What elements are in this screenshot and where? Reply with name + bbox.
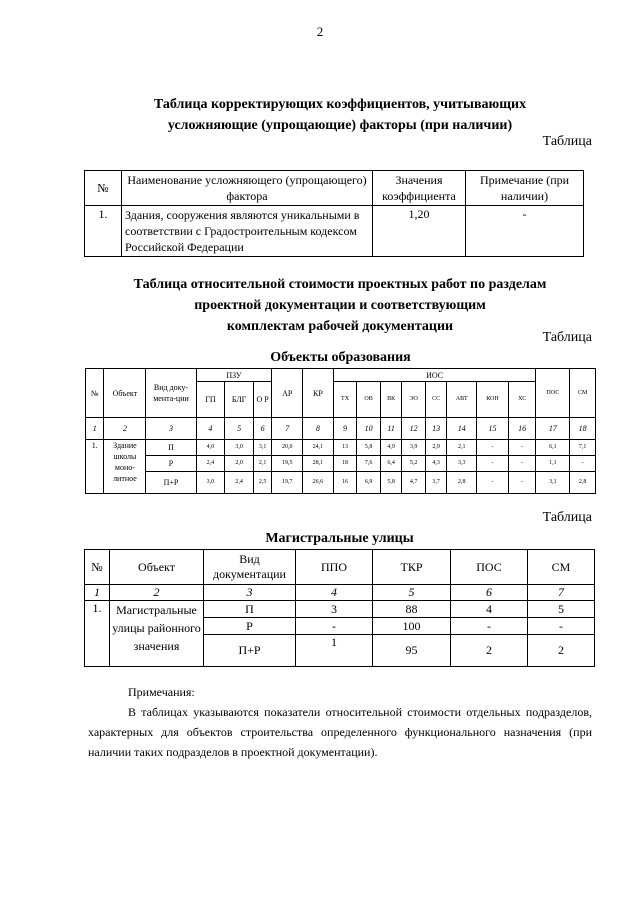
header-ppo: ППО (296, 550, 373, 585)
row-coefficient-value: 1,20 (373, 206, 466, 257)
value-cell: - (570, 456, 596, 472)
row-object-name: Магистральные улицы районного значения (110, 601, 204, 667)
row-doc-type: П (204, 601, 296, 618)
value-cell: 5,2 (402, 456, 426, 472)
row-num: 1. (85, 601, 110, 667)
value-cell: 2,1 (253, 456, 271, 472)
table-header-row (85, 550, 595, 585)
value-cell: 16 (333, 472, 357, 494)
value-cell: 4,7 (402, 472, 426, 494)
value-cell: - (477, 456, 509, 472)
header-sm: СМ (528, 550, 595, 585)
value-cell: 5,8 (357, 440, 381, 456)
row-num: 1. (86, 440, 104, 494)
value-cell: 2 (528, 635, 595, 667)
table-row (86, 472, 596, 494)
value-cell: 2,0 (225, 456, 254, 472)
value-cell: 7,1 (570, 440, 596, 456)
row-doc-type: П (146, 440, 196, 456)
header-num: № (85, 550, 110, 585)
value-cell: 3,7 (425, 472, 447, 494)
col-number: 7 (528, 585, 595, 601)
col-number: 9 (333, 418, 357, 440)
col-number: 11 (380, 418, 402, 440)
col-number: 16 (508, 418, 536, 440)
col-number: 18 (570, 418, 596, 440)
row-num: 1. (85, 206, 122, 257)
table-row (85, 206, 584, 257)
header-doc-type: Вид документации (204, 550, 296, 585)
col-number: 5 (373, 585, 451, 601)
value-cell: 3 (296, 601, 373, 618)
section2-title-line1: Таблица относительной стоимости проектных работ по разделам (133, 277, 547, 292)
header-object: Объект (104, 369, 146, 418)
value-cell: 6,9 (357, 472, 381, 494)
value-cell: 3,1 (253, 440, 271, 456)
value-cell: - (508, 440, 536, 456)
col-number: 6 (451, 585, 528, 601)
table-row (85, 601, 595, 618)
header-coefficient-value: Значения коэффициента (373, 171, 466, 206)
header-pos: ПОС (536, 369, 570, 418)
table-row (86, 456, 596, 472)
value-cell: 2,4 (196, 456, 225, 472)
col-number: 17 (536, 418, 570, 440)
value-cell: - (528, 618, 595, 635)
value-cell: 3,1 (536, 472, 570, 494)
main-streets-table (84, 549, 595, 667)
value-cell: 5,8 (380, 472, 402, 494)
value-cell: 100 (373, 618, 451, 635)
value-cell: 1 (296, 635, 373, 667)
header-eo: ЭО (402, 382, 426, 418)
value-cell: 28,1 (303, 456, 334, 472)
value-cell: 20,0 (272, 440, 303, 456)
col-number: 1 (85, 585, 110, 601)
value-cell: 4,3 (425, 456, 447, 472)
section3-subtitle: Магистральные улицы (265, 531, 414, 546)
value-cell: 19,5 (272, 456, 303, 472)
col-number: 2 (104, 418, 146, 440)
table-header-row (85, 171, 584, 206)
header-avt: АВТ (447, 382, 477, 418)
notes-heading: Примечания: (128, 685, 195, 699)
section2-title-line2: проектной документации и соответствующим (194, 298, 486, 313)
table-row (86, 440, 596, 456)
header-num: № (85, 171, 122, 206)
row-object-name: Здание школы моно-литное (104, 440, 146, 494)
value-cell: 3,0 (196, 472, 225, 494)
header-or: О Р (253, 382, 271, 418)
value-cell: 19,7 (272, 472, 303, 494)
header-tkr: ТКР (373, 550, 451, 585)
value-cell: 3,3 (447, 456, 477, 472)
col-number: 4 (196, 418, 225, 440)
page-number: 2 (316, 24, 324, 39)
section1-table-label: Таблица (542, 134, 592, 149)
section1-title-line2: усложняющие (упрощающие) факторы (при наличии) (167, 118, 513, 133)
education-objects-table (85, 368, 596, 494)
value-cell: 4 (451, 601, 528, 618)
row-note: - (466, 206, 584, 257)
value-cell: 26,6 (303, 472, 334, 494)
notes-text: В таблицах указываются показатели относительной стоимости отдельных подразделов, характерных для объектов строительства определенного функционального назначения (при наличии таких подразделов в проектной документации). (88, 705, 592, 759)
section1-title (60, 94, 620, 136)
value-cell: 2,1 (447, 440, 477, 456)
col-number: 14 (447, 418, 477, 440)
header-sm: СМ (570, 369, 596, 418)
value-cell: - (477, 440, 509, 456)
value-cell: 18 (333, 456, 357, 472)
header-gp: ГП (196, 382, 225, 418)
value-cell: - (508, 472, 536, 494)
header-kr: КР (303, 369, 334, 418)
header-ov: ОВ (357, 382, 381, 418)
section1-title-line1: Таблица корректирующих коэффициентов, учитывающих (153, 97, 527, 112)
header-vk: ВК (380, 382, 402, 418)
header-xs: ХС (508, 382, 536, 418)
section2-subtitle: Объекты образования (270, 350, 411, 365)
value-cell: 2 (451, 635, 528, 667)
value-cell: 2,5 (253, 472, 271, 494)
col-number: 5 (225, 418, 254, 440)
value-cell: - (477, 472, 509, 494)
table-header-row (86, 369, 596, 382)
row-doc-type: П+Р (204, 635, 296, 667)
header-pos: ПОС (451, 550, 528, 585)
section2-title (60, 274, 620, 337)
header-tx: ТХ (333, 382, 357, 418)
column-numbers-row (86, 418, 596, 440)
value-cell: 3,0 (225, 440, 254, 456)
value-cell: 7,6 (357, 456, 381, 472)
coefficients-table (84, 170, 584, 257)
value-cell: 6,4 (380, 456, 402, 472)
row-factor-name: Здания, сооружения являются уникальными в соответствии с Градостроительным кодексом Российской Федерации (122, 206, 373, 257)
value-cell: 95 (373, 635, 451, 667)
col-number: 10 (357, 418, 381, 440)
row-doc-type: Р (204, 618, 296, 635)
value-cell: - (296, 618, 373, 635)
col-number: 12 (402, 418, 426, 440)
col-number: 3 (204, 585, 296, 601)
value-cell: 2,9 (425, 440, 447, 456)
column-numbers-row (85, 585, 595, 601)
value-cell: 3,9 (402, 440, 426, 456)
section3-table-label: Таблица (542, 510, 592, 525)
value-cell: - (451, 618, 528, 635)
col-number: 13 (425, 418, 447, 440)
value-cell: 2,8 (447, 472, 477, 494)
col-number: 1 (86, 418, 104, 440)
header-ss: СС (425, 382, 447, 418)
col-number: 7 (272, 418, 303, 440)
value-cell: - (508, 456, 536, 472)
value-cell: 2,8 (570, 472, 596, 494)
section2-title-line3: комплектам рабочей документации (226, 319, 454, 334)
row-doc-type: П+Р (146, 472, 196, 494)
value-cell: 4,0 (196, 440, 225, 456)
col-number: 8 (303, 418, 334, 440)
value-cell: 88 (373, 601, 451, 618)
col-number: 2 (110, 585, 204, 601)
value-cell: 6,1 (536, 440, 570, 456)
row-doc-type: Р (146, 456, 196, 472)
header-note: Примечание (при наличии) (466, 171, 584, 206)
section2-table-label: Таблица (542, 330, 592, 345)
header-factor-name: Наименование усложняющего (упрощающего) фактора (122, 171, 373, 206)
col-number: 6 (253, 418, 271, 440)
value-cell: 1,1 (536, 456, 570, 472)
value-cell: 24,1 (303, 440, 334, 456)
col-number: 15 (477, 418, 509, 440)
col-number: 4 (296, 585, 373, 601)
header-ar: АР (272, 369, 303, 418)
value-cell: 13 (333, 440, 357, 456)
value-cell: 2,4 (225, 472, 254, 494)
col-number: 3 (146, 418, 196, 440)
header-pzu: ПЗУ (196, 369, 272, 382)
value-cell: 4,9 (380, 440, 402, 456)
header-kon: КОН (477, 382, 509, 418)
header-ios: ИОС (333, 369, 536, 382)
header-blg: БЛГ (225, 382, 254, 418)
value-cell: 5 (528, 601, 595, 618)
notes (88, 682, 592, 762)
header-object: Объект (110, 550, 204, 585)
header-doc-type: Вид доку-мента-ции (146, 369, 196, 418)
header-num: № (86, 369, 104, 418)
